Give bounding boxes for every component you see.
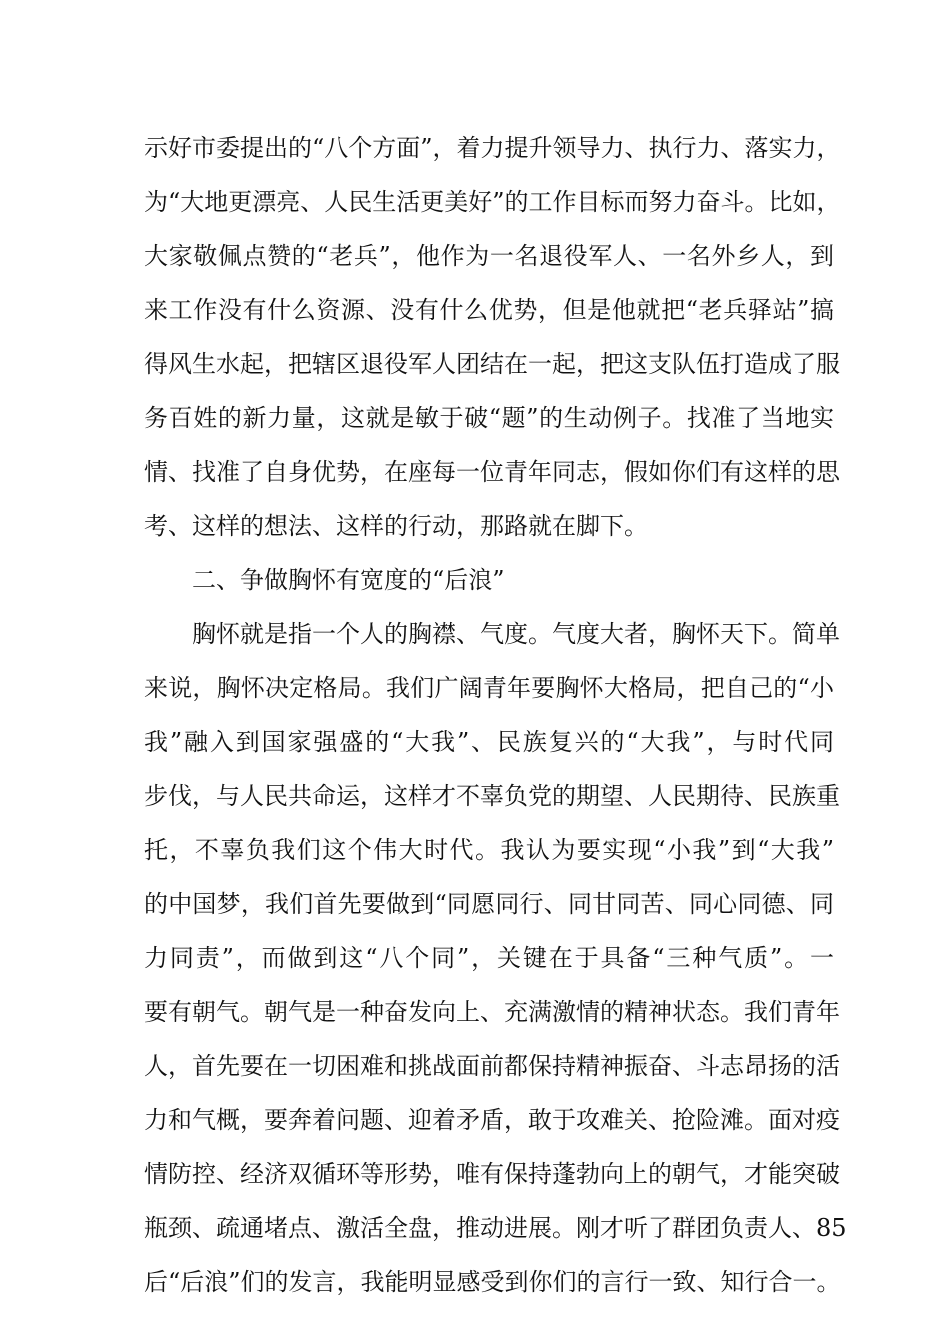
text-line: 考、这样的想法、这样的行动，那路就在脚下。 [144,512,648,540]
text-line: 来工作没有什么资源、没有什么优势，但是他就把“老兵驿站”搞 [144,296,834,324]
text-line: 得风生水起，把辖区退役军人团结在一起，把这支队伍打造成了服 [144,350,840,378]
text-line: 情防控、经济双循环等形势，唯有保持蓬勃向上的朝气，才能突破 [144,1160,840,1188]
text-line: 胸怀就是指一个人的胸襟、气度。气度大者，胸怀天下。简单 [192,620,840,648]
text-line: 示好市委提出的“八个方面”，着力提升领导力、执行力、落实力， [144,134,841,162]
section-heading: 二、争做胸怀有宽度的“后浪” [192,566,505,594]
text-line: 大家敬佩点赞的“老兵”，他作为一名退役军人、一名外乡人，到 [144,242,834,270]
text-line: 步伐，与人民共命运，这样才不辜负党的期望、人民期待、民族重 [144,782,840,810]
text-line: 要有朝气。朝气是一种奋发向上、充满激情的精神状态。我们青年 [144,998,840,1026]
text-line: 来说，胸怀决定格局。我们广阔青年要胸怀大格局，把自己的“小 [144,674,834,702]
text-line: 后“后浪”们的发言，我能明显感受到你们的言行一致、知行合一。 [144,1268,841,1296]
text-line: 为“大地更漂亮、人民生活更美好”的工作目标而努力奋斗。比如， [144,188,841,216]
text-line: 我”融入到国家强盛的“大我”、民族复兴的“大我”，与时代同 [144,728,834,756]
text-line: 力和气概，要奔着问题、迎着矛盾，敢于攻难关、抢险滩。面对疫 [144,1106,840,1134]
text-line: 托，不辜负我们这个伟大时代。我认为要实现“小我”到“大我” [144,836,834,864]
text-line: 情、找准了自身优势，在座每一位青年同志，假如你们有这样的思 [144,458,840,486]
text-line: 务百姓的新力量，这就是敏于破“题”的生动例子。找准了当地实 [144,404,834,432]
text-line: 力同责”，而做到这“八个同”，关键在于具备“三种气质”。一 [144,944,834,972]
text-line: 瓶颈、疏通堵点、激活全盘，推动进展。刚才听了群团负责人、85 [144,1214,847,1242]
text-line: 的中国梦，我们首先要做到“同愿同行、同甘同苦、同心同德、同 [144,890,834,918]
text-line: 人，首先要在一切困难和挑战面前都保持精神振奋、斗志昂扬的活 [144,1052,840,1080]
